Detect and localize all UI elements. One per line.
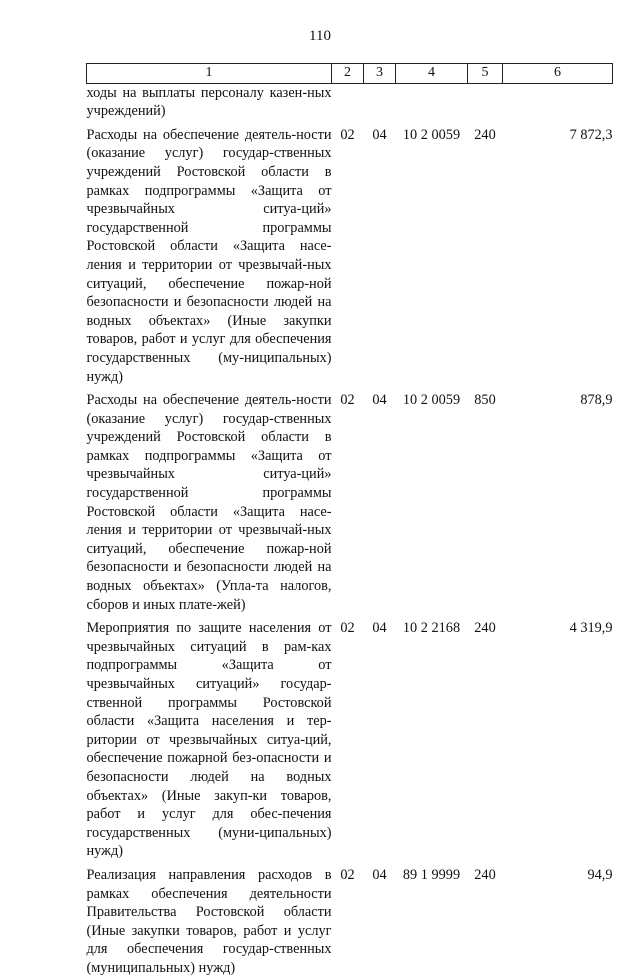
amount: 94,9 <box>587 866 613 883</box>
header-cell-6: 6 <box>503 64 613 84</box>
expense-type-code: 240 <box>474 866 496 883</box>
table-row <box>87 614 613 861</box>
row-description: Мероприятия по защите населения от чрезвычайных ситуаций в рам-ках подпрограммы «Защита от чрезвычайных ситуаций» государ-ственной программы Ростовской области «Защита населения и тер-ритории от чрезвычайных ситуа-ций, обеспечение пожарной без-опасности и безопасности людей на водных объектах» (Иные закуп-ки товаров, работ и услуг для обес-печения государственных (муни-ципальных) нужд) <box>86 620 332 860</box>
target-code: 10 2 2168 <box>402 620 461 637</box>
table-row <box>87 386 613 614</box>
table-row <box>87 861 613 978</box>
row-description: ходы на выплаты персоналу казен-ных учреждений) <box>86 84 332 120</box>
subsection-code <box>364 83 396 121</box>
expense-type-code: 850 <box>474 392 496 409</box>
section-code: 02 <box>340 866 355 883</box>
section-code: 02 <box>340 392 355 409</box>
header-cell-1: 1 <box>87 64 332 84</box>
subsection-code: 04 <box>372 126 387 143</box>
row-description: Расходы на обеспечение деятель-ности (оказание услуг) государ-ственных учреждений Ростовской области в рамках подпрограммы «Защита от чрезвычайных ситуа-ций» государственной программы Ростовской области «Защита насе-ления и территории от чрезвычай-ных ситуаций, обеспечение пожар-ной безопасности и безопасности людей на водных объектах» (Иные закупки товаров, работ и услуг для обеспечения государственных (му-ниципальных) нужд) <box>86 126 332 385</box>
section-code: 02 <box>340 620 355 637</box>
table-row <box>87 83 613 121</box>
row-description: Расходы на обеспечение деятель-ности (оказание услуг) государ-ственных учреждений Ростовской области в рамках подпрограммы «Защита от чрезвычайных ситуа-ций» государственной программы Ростовской области «Защита насе-ления и территории от чрезвычай-ных ситуаций, обеспечение пожар-ной безопасности и безопасности людей на водных объектах» (Упла-та налогов, сборов и иных плате-жей) <box>86 392 332 613</box>
row-description: Реализация направления расходов в рамках обеспечения деятельности Правительства Ростовской области (Иные закупки товаров, работ и услуг для обеспечения государ-ственных (муниципальных) нужд) <box>86 866 332 976</box>
expense-type-code <box>468 83 503 121</box>
amount: 4 319,9 <box>569 620 613 637</box>
amount: 7 872,3 <box>569 126 613 143</box>
subsection-code: 04 <box>372 866 387 883</box>
subsection-code: 04 <box>372 392 387 409</box>
subsection-code: 04 <box>372 620 387 637</box>
amount <box>503 83 613 121</box>
header-row <box>87 64 613 84</box>
amount: 878,9 <box>580 392 613 409</box>
header-cell-2: 2 <box>332 64 364 84</box>
header-cell-4: 4 <box>396 64 468 84</box>
section-code <box>332 83 364 121</box>
target-code <box>396 83 468 121</box>
section-code: 02 <box>340 126 355 143</box>
header-cell-5: 5 <box>468 64 503 84</box>
target-code: 10 2 0059 <box>402 392 461 409</box>
expense-type-code: 240 <box>474 126 496 143</box>
header-cell-3: 3 <box>364 64 396 84</box>
target-code: 10 2 0059 <box>402 126 461 143</box>
table-row <box>87 121 613 386</box>
target-code: 89 1 9999 <box>402 866 461 883</box>
budget-table <box>86 63 613 978</box>
page-number: 110 <box>309 28 331 44</box>
expense-type-code: 240 <box>474 620 496 637</box>
